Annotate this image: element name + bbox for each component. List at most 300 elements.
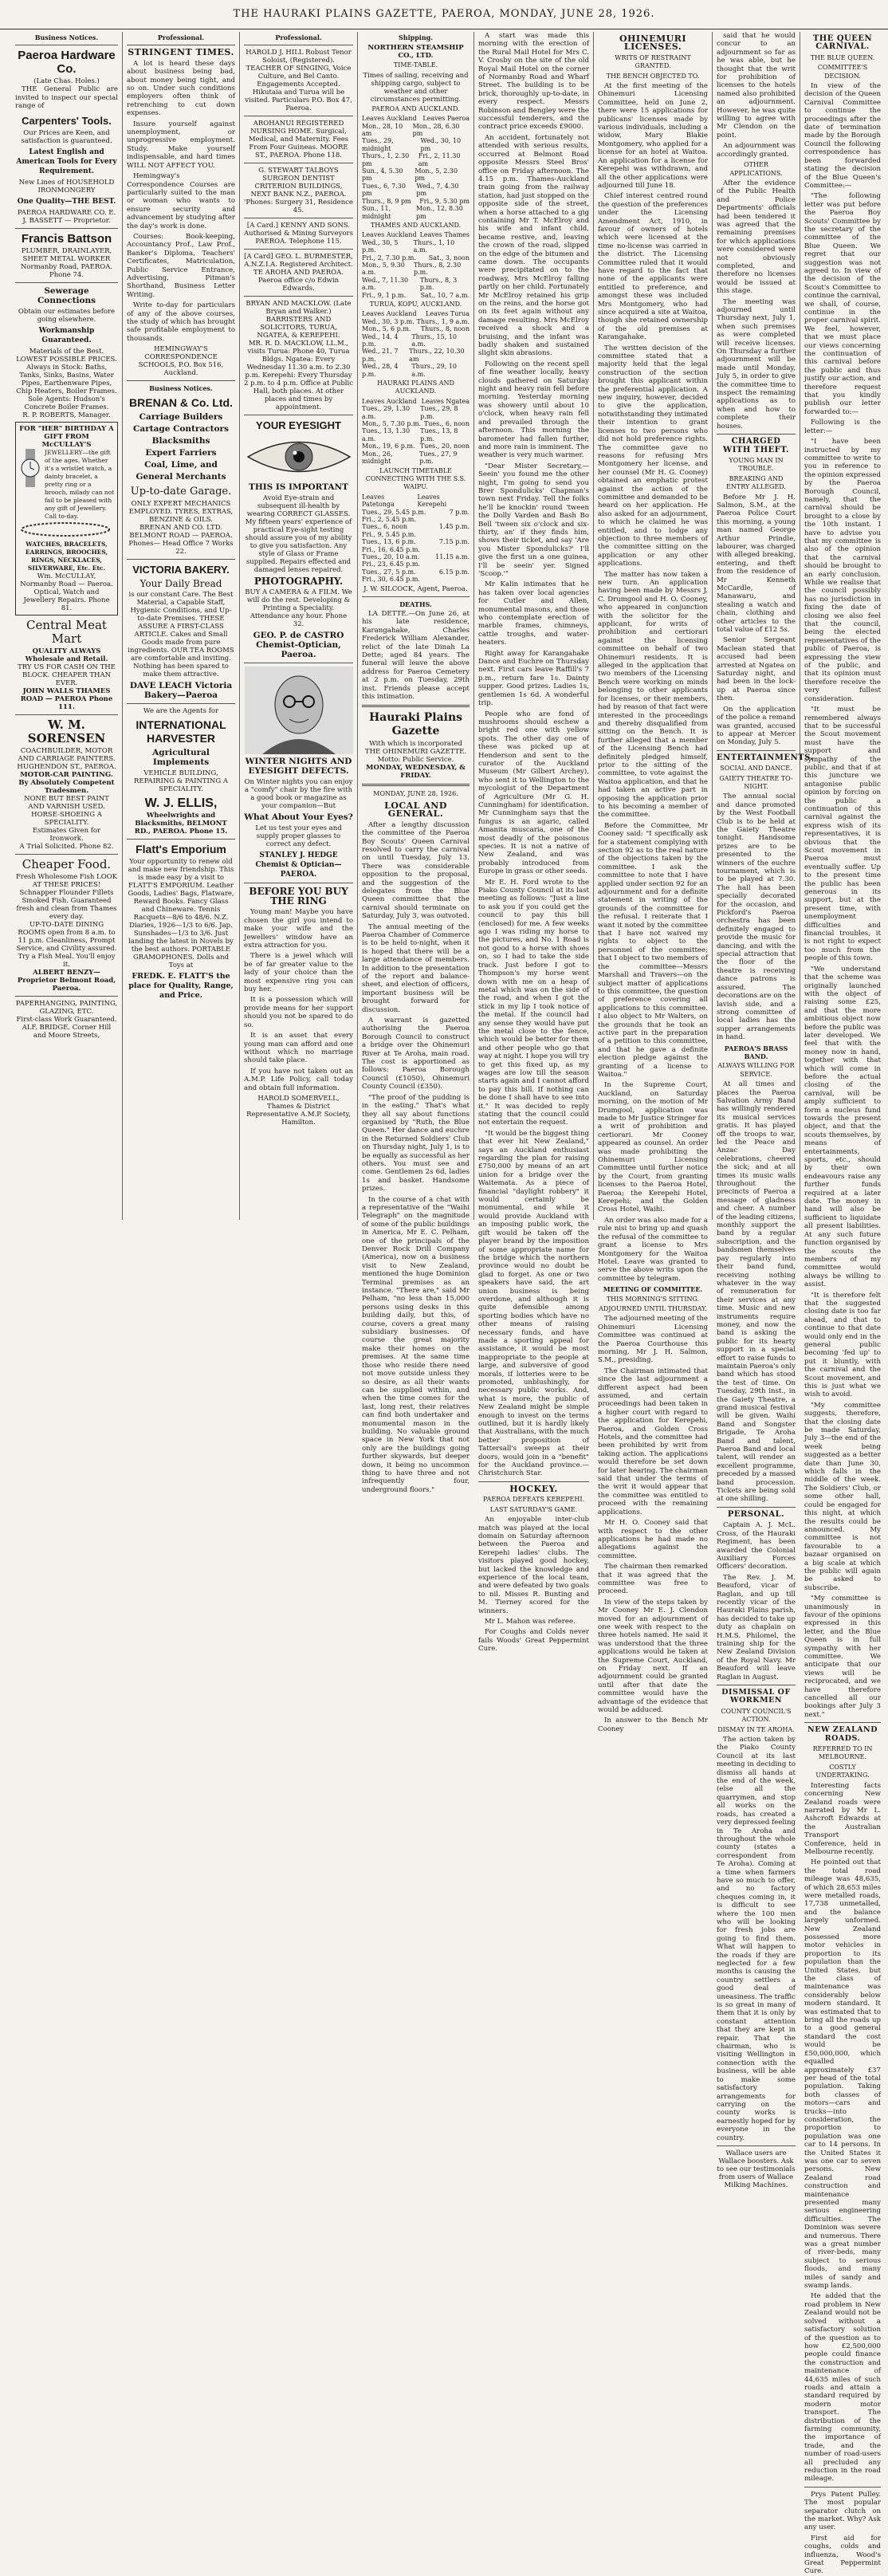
licenses-sub: WRITS OF RESTRAINT GRANTED. — [615, 53, 691, 70]
paragraph: Write to-day for particulars of any of the above courses, the study of which has brought safe profitable employment to thousands. — [127, 301, 235, 343]
deaths-title: DEATHS. — [399, 600, 432, 608]
ent-sub: SOCIAL AND DANCE. — [720, 765, 792, 773]
ad-body: Our Prices are Keen, and satisfaction is guaranteed. — [21, 128, 112, 145]
timetable-row — [362, 531, 470, 538]
paragraph: An enjoyable inter-club match was played at the local domain on Saturday afternoon between the Paeroa and Kerepehi ladies' clubs. The visitors played good hockey, but lacked the knowledge and experience of the local team, and were defeated by two goals to nil. Misses R. Bunting and M. Tierney scored for the winners. — [478, 1516, 589, 1615]
timetable-cell: Leaves Auckland — [362, 115, 417, 123]
paragraph: At the first meeting of the Ohinemuri Licensing Committee, held on June 2, there were 15 applications for publicans' licenses made by various individuals, including a widow, Mary Blakie Montgomery, who applied for a license for an hotel at Waitoa. An application for a license for Kerepehi was withdrawn, and all the other applications were adjourned till June 18. — [598, 82, 708, 190]
route-heading: PAEROA AND AUCKLAND. — [371, 104, 460, 112]
timetable-cell: Thurs., 8, 9 pm — [362, 197, 411, 205]
timetable-row — [362, 509, 470, 516]
eyesight-title: YOUR EYESIGHT — [256, 419, 341, 432]
timetable-cell: Fri., 9, 1 p.m. — [362, 291, 407, 299]
timetable-row — [362, 553, 470, 560]
timetable-row — [362, 516, 470, 523]
ad-body: JEWELLERY—the gift of the ages. Whether it's a wristlet watch, a dainty bracelet, a pretty ring or a brooch, milady can not fail to be pleased with any gift of Jewellery. Call to-day. — [45, 448, 115, 520]
brenan-line: Coal, Lime, and — [144, 459, 218, 470]
ad-sign: HEMINGWAY'S CORRESPONDENCE SCHOOLS, P.O. Box 516, Auckland. — [138, 345, 224, 378]
timetable-cell: Sun., 4, 5.30 pm — [362, 167, 403, 183]
paragraph: "It is therefore felt that the suggested closing date is too far ahead, and that to continue to that date would only end in the general public becoming 'fed up' to put it bluntly, with the carnival and the Scout movement, and this is just what we wish to avoid. — [804, 1291, 881, 1399]
timetable-cell: Tues., 13, 1.30 a.m. — [362, 427, 411, 442]
roads-sub: COSTLY UNDERTAKING. — [815, 1763, 870, 1780]
timetable-route1 — [362, 115, 470, 220]
timetable-cell: Fri., 9, 5.30 pm — [419, 197, 470, 205]
ellis-body: Wheelwrights and Blacksmiths, BELMONT RD., PAEROA. Phone 15. — [134, 811, 228, 836]
ad-bold: Workmanship Guaranteed. — [38, 326, 95, 344]
harvester-body: VEHICLE BUILDING, REPAIRING & PAINTING A SPECIALITY. — [134, 769, 228, 793]
paragraph: After the evidence of the Public Health and Police Departments' officials had been tendered it was agreed that the remaining premises for which applications were considered were not obviously completed, and therefore no licenses would be issued at this stage. — [717, 179, 796, 296]
paper-sub: With which is incorporated THE OHINEMURI GAZETTE. Motto: Public Service. — [364, 740, 467, 765]
ad-title: Francis Battson — [21, 231, 112, 246]
column-7 — [713, 32, 814, 2189]
timetable-row — [362, 523, 470, 530]
ad-body: Materials of the Best. LOWEST POSSIBLE PRICES. — [16, 347, 117, 364]
column-3 — [240, 32, 358, 1220]
timetable-route5 — [362, 494, 470, 584]
winter-question: What About Your Eyes? — [244, 812, 353, 823]
timetable-cell: 11.15 a.m. — [435, 553, 470, 560]
timetable-cell: Leaves Turua — [426, 310, 470, 318]
garage-title: Up-to-date Garage. — [130, 485, 232, 498]
timetable-row — [362, 318, 470, 325]
paragraph: It is an asset that every young man can afford and one without which no marriage should take place. — [244, 1032, 353, 1065]
paragraph: An accident, fortunately not attended with serious results, occurred at Belmont Road opposite Messrs Steel Bros' office on Friday afternoon. The 4.15 p.m. Thames-Auckland train going from the railway station, had just stopped on the opposite side of the street, when a horse attached to a gig containing Mr T. McElroy and his wife and infant child, became restive, and, leaving the crown of the road, slipped on the edge of the bitumen and came down. The occupants were precipitated on to the roadway, Mrs McElroy falling partly on her child. Fortunately Mr McElroy retained his grip on the reins, and the horse got on its feet again without any damage resulting. Mrs McElroy received a shock and a bruising, and the infant was badly shaken and sustained slight skin abrasions. — [478, 133, 589, 358]
winter-body: Let us test your eyes and supply proper glasses to correct any defect. — [255, 824, 342, 849]
paragraph: At all times and places the Paeroa Salvation Army Band has willingly rendered its musical services gratis. It has played off the troops to war, led the Peace and Anzac Day celebrations, cheered the sick; and at all times its music walls throughout the precincts of Paeroa a message of gladness and cheer. A number of the leading citizens, monthly support the band by a regular subscription, and the bandsmen themselves pay regularly into their band fund, receiving nothing whatever in the way of remuneration for their services at any time. Music and new instruments require money, and now the band is asking the public for its hearty support in a special effort to raise funds to maintain Paeroa's only band which has stood the test of time. On Tuesday, 29th inst., in the Gaiety Theatre, a grand musical festival will be given. Waihi Band and Songster Brigade, Te Aroha Band and talent, Paeroa Band and local talent, will render an excellent programme, preceded by a massed band procession. Tickets are being sold at one shilling. — [717, 1080, 796, 1504]
timetable-cell: Leaves Thames — [419, 231, 470, 239]
timetable-route2 — [362, 231, 470, 299]
harvester-title: INTERNATIONAL HARVESTER — [136, 718, 226, 745]
paragraph: He pointed out that the total road mileage was 48,635, of which 28,653 miles were metalled roads, 17,738 unmetalled, and the balance largely unformed. New Zealand possessed more motor vehicles in proportion to its population than the United States, but the class of maintenance was considerably below modern standard. It was estimated that to bring all the roads up to a good general standard the cost would be £50,000,000, which equalled approximately £37 per head of the total population. Taking both classes of motors—cars and trucks—into consideration, the proportion to population was one car to 14 persons. In the United States it was one car to seven persons. New Zealand road construction and maintenance presented many serious engineering difficulties. The Dominion was severe and numerous. There was a great number of river-beds, many subject to serious floods, and many miles of sandy and swamp lands. — [804, 1858, 881, 2291]
ad-title: W. M. SORENSEN — [27, 718, 106, 746]
paragraph: Mr L. Mahon was referee. — [485, 1617, 576, 1626]
timetable-cell: Mon., 5, 9.30 a.m. — [362, 261, 405, 277]
timetable-row — [362, 442, 470, 450]
brenan-title: BRENAN & Co. Ltd. — [129, 395, 233, 409]
bakery-sub: Your Daily Bread — [139, 577, 222, 589]
timetable-cell: Mon., 26, midnight — [362, 450, 393, 466]
timetable-row — [362, 167, 470, 183]
column-5 — [474, 32, 594, 1654]
theft-sub: BREAKING AND ENTRY ALLEGED. — [726, 474, 786, 491]
wristwatch-illustration — [18, 449, 42, 487]
paragraph: The matter has now taken a new turn. An application having been made by Messrs J. C. Drumgool and H. O. Cooney, who appeared in conjunction with the solicitor for the applicant, for writs of prohibition and certiorari against the licensing committee on behalf of two Ohinemuri residents. It is alleged in the application that two members of the Licensing Bench were working on minds belonging to other applicants for licenses, or their members, had by reason of that fact were interested in the proceedings and thereby disqualified from sitting on the Bench. It is further alleged that a member of the Licensing Bench had definitely pledged himself, prior to the sitting of the committee, to vote against the Waitoa application, and that he had taken an active part in opposing the application prior to his becoming a member of the committee. — [598, 570, 708, 820]
ad-body: First-class Work Guaranteed. — [16, 1016, 117, 1025]
timetable-cell: Tues., 27, 9 p.m. — [419, 450, 458, 466]
ad-title: Cheaper Food. — [22, 857, 112, 872]
paragraph: On the application of the police a remand was granted, accused to appear at Mercer on Monday, July 5. — [717, 705, 796, 747]
winter-title: WINTER NIGHTS AND EYESIGHT DEFECTS. — [245, 757, 352, 777]
paragraph: Senior Sergeant Maclean stated that accused had been arrested at Ngatea on Saturday night, and had been in the lock-up at Paeroa since then. — [717, 636, 796, 703]
timetable-row — [362, 538, 470, 545]
ad-title: FOR "HER" BIRTHDAY A GIFT FROM McCULLAY'S — [19, 424, 114, 449]
paragraph: The written decision of the committee stated that a majority held that the legal construction of the section brought this applicant within the preferential application. A new inquiry, however, decided to give the application, notwithstanding they intimated their intention to grant licenses to two persons who did not hold preference rights. The committee gave no reasons for refusing Mrs Montgomery her license, and her counsel (Mr H. G. Cooney) obtained an emphatic protest against the action of the committee and demanded to be heard on her application. He also asked for an adjournment, to which he claimed he was entitled, and to lodge any objection to three members of the committee sitting on the application or any other applications. — [598, 344, 708, 568]
paragraph: A warrant is gazetted authorising the Paeroa Borough Council to construct a bridge over the Ohinemuri River at Te Aroha, main road. The cost is apportioned as follows: Paeroa Borough Council (£1050), Ohinemuri County Council (£350). — [362, 1017, 470, 1091]
timetable-cell: Thurs., 1, 2.30 pm — [362, 152, 410, 167]
paragraph: "The following letter was put before the Paeroa Boy Scouts' Committee by the secretary of the committee of the Blue Queen. We regret that our suggestion was not agreed to. In view of the decision of the Scout's Committee to continue the carnival, we shall, of course, continue in the proper carnival spirit. We feel, however, that we must place our views concerning the continuation of this carnival before the public and thus justify our action, and therefore request that you kindly publish our letter forwarded to:— — [804, 192, 881, 416]
ad-body: TRY US FOR CASH ON THE BLOCK. CHEAPER THAN EVER. — [18, 663, 116, 688]
ent-title: ENTERTAINMENTS. — [717, 753, 814, 762]
timetable-cell: Thurs., 1, 9 a.m. — [416, 317, 470, 325]
timetable-cell: Tues., 13, 8 p.m. — [420, 427, 458, 442]
timetable-cell: 7.15 p.m. — [438, 538, 470, 546]
flatt-body: Your opportunity to renew old and make new friendship. This is made easy by a visit to FLATT'S EMPORIUM. Leather Goods, Ladies' Bags, Flatware, Reward Books. Fancy Glass and Chineware. Tennis Racquets—8/6 to 48/6. N.Z. Diaries, 1926—1/3 to 6/6. Jap. Sunshades—1/3 to 3/6. Just landing the latest in Novels by the best authors. PORTABLE GRAMOPHONES. Dolls and Toys at — [128, 857, 234, 969]
professional-card: AROHANUI REGISTERED NURSING HOME. Surgical, Medical, and Maternity. Fees From Four Guineas. MOORE ST., PAEROA. Phone 118. — [248, 120, 349, 160]
ad-body: A Trial Solicited. Phone 82. — [19, 843, 114, 851]
timetable-cell: Mon., 28, 6.30 pm — [412, 122, 460, 138]
ad-title: Paeroa Hardware Co. — [18, 49, 116, 77]
band-title: PAEROA'S BRASS BAND. — [724, 1044, 788, 1060]
bakery-title: VICTORIA BAKERY. — [132, 563, 230, 576]
timetable-cell: Fri., 23, 6.45 p.m. — [362, 560, 420, 568]
route-heading: HAURAKI PLAINS AND AUCKLAND. — [377, 380, 454, 395]
ad-body: NONE BUT BEST PAINT AND VARNISH USED. — [24, 795, 109, 812]
ad-body: QUALITY ALWAYS Wholesale and Retail. — [25, 647, 108, 664]
ad-sign: ALBERT BENZY—Proprietor Belmont Road, Paeroa. — [17, 969, 116, 993]
section-heading: Professional. — [157, 33, 205, 41]
ad-sign: ALF. BRIDGE. Corner Hill and Moore Streets, — [22, 1024, 112, 1040]
ad-body: PLUMBER, DRAINLAYER, SHEET METAL WORKER — [21, 246, 112, 263]
timetable-cell: Leaves Ngatea — [421, 397, 470, 405]
timetable-cell: Tues., 6, noon — [362, 523, 408, 531]
paragraph: "My committee suggests, therefore, that the closing date be made Saturday, July 3—the end of the week being suggested as a better date than June 30, which falls in the middle of the week. The Soldiers' Club, or some other hall, could be engaged for this night, at which the results could be announced. My committee is not favourable to a bazaar organised on a big scale at which the public will again be asked to subscribe. — [804, 1401, 881, 1592]
paragraph: A lot is heard these days about business being bad, about money being tight, and so on. Under such conditions employers often think of retrenching to cut down expenses. — [127, 59, 235, 118]
timetable-row — [362, 123, 470, 138]
timetable-row — [362, 231, 470, 238]
ad-body: WATCHES, BRACELETS, EARRINGS, BROOCHES, RINGS, NECKLACES, SILVERWARE, Etc. Etc. — [25, 541, 108, 572]
timetable-row — [362, 239, 470, 254]
section-heading: Professional. — [275, 33, 322, 41]
paragraph: "I have been instructed by my committee to write to you in reference to the opinion expressed by the Paeroa Borough Council, namely, that the carnival should be brought to a close by the 10th instant. I have to advise you that my committee is also of the opinion that the carnival should be brought to an early conclusion. While we realise that the council possibly has no jurisdiction in fixing the date of closing we also feel that the council, being the elected representatives of the public of Paeroa, is expressing the view of the public, and that its opinion must therefore receive the very fullest consideration. — [804, 438, 881, 703]
mccullay-ad — [15, 422, 118, 615]
paragraph: Courses: Book-keeping, Accountancy Prof., Law Prof., Banker's Diploma, Teachers' Certificates, Matriculation, Public Service Entrance, Advertising, Pitman's Shorthand, Business Letter Writing. — [127, 232, 235, 299]
paragraph: The annual social and dance promoted by the West Football Club is to be held at the Gaiety Theatre tonight. Handsome prizes are to be presented to the winners of the euchre tournament, which is to be played at 7.30. The hall has been specially decorated for the occasion, and Pickford's Paeroa orchestra has been definitely engaged to provide the music for dancing, and with the special attraction that the floor of the theatre is receiving dance patrons is assured. The decorations are on the lavish side, and a strong committee of local ladies has the supper arrangements in hand. — [717, 792, 796, 1042]
timetable-row — [362, 325, 470, 332]
paragraph: The annual meeting of the Paeroa Chamber of Commerce is to be held to-night, when it is hoped that there will be a large attendance of members. In addition to the presentation of the report and balance-sheet, and election of officers, important business will be brought forward for discussion. — [362, 922, 470, 1014]
timetable-cell: Leaves Kerepehi — [417, 493, 447, 509]
bracelet-illustration — [18, 521, 112, 538]
timetable-cell: Wed., 28, 4 p.m. — [362, 363, 399, 378]
timetable-cell: Fri., 16, 6.45 p.m. — [362, 545, 420, 553]
timetable-cell: Tues., 29, 8 p.m. — [420, 405, 458, 420]
ad-title: Central Meat Mart — [26, 618, 107, 647]
timetable-cell: Thurs., 15, 10 a.m. — [411, 332, 457, 348]
ad-body: HORSE-SHOEING A SPECIALITY. — [31, 811, 102, 828]
timetable-cell: Thurs., 29, 10 a.m. — [411, 363, 457, 378]
brenan-line: Blacksmiths — [151, 435, 210, 446]
personal-title: PERSONAL. — [727, 1509, 785, 1519]
eyesight-body: Avoid Eye-strain and subsequent ill-health by wearing CORRECT GLASSES. My fifteen years' experience of practical Eye-sight testing should assure you of my ability to give you satisfaction. Any style of Glass or Frame supplied. Repairs effected and damaged lenses repaired. — [245, 494, 352, 575]
paragraph: For Coughs and Colds never fails Woods' Great Peppermint Cure. — [478, 1628, 589, 1654]
ad-body: UP-TO-DATE DINING ROOMS open from 8 a.m. to 11 p.m. Cleanliness, Prompt Service, and Civility assured. Try a Fish Meal. You'll enjoy it. — [16, 921, 117, 969]
columns — [11, 32, 885, 2576]
paper-title: Hauraki Plains Gazette — [368, 711, 463, 738]
carnival-sub: COMMITTEE'S DECISION. — [817, 64, 868, 80]
timetable-cell: Mon., 12, 8.30 pm — [415, 205, 463, 220]
pulley-ad: Prys Patent Pulley. The most popular separator clutch on the market. Why? Ask any user. — [804, 2490, 881, 2532]
column-2 — [123, 32, 240, 1220]
carnival-title: THE QUEEN CARNIVAL. — [812, 34, 873, 52]
timetable-cell: Mon., 5, 6 p.m. — [362, 325, 411, 333]
flatt-sign: FREDK. E. FLATT'S the place for Quality, Range, and Price. — [128, 971, 234, 1000]
timetable-row — [362, 292, 470, 299]
timetable-row — [362, 205, 470, 220]
timetable-row — [362, 420, 470, 427]
paragraph: It is a possession which will provide means for her support should you not be spared to do so. — [244, 996, 353, 1029]
paragraph: Right away for Karangahake Dance and Euchre on Thursday next. First cars leave Raffill's 7 p.m., return fare 1s. Dainty supper. Good prizes. Ladies 1s, gentlemen 1s 6d. A wonderful trip. — [478, 649, 589, 708]
paper-days: MONDAY, WEDNESDAY, & FRIDAY. — [366, 764, 466, 781]
shipping-agent: J. W. SILCOCK, Agent, Paeroa. — [363, 584, 468, 593]
winter-sign: STANLEY J. HEDGE Chemist & Optician—PAEROA. — [255, 851, 342, 879]
paragraph: Before the Committee, Mr Cooney said: "I specifically ask for a statement complying with section 92 as to the real nature of the objections taken by the committee. I ask the committee to note that I have applied under section 92 for an adjournment and for a definite statement in writing of the grounds of the committee for the refusal. I reiterate that I want it noted by the committee that I have not waived my rights to object to the personnel of the committee; that I object to two members of the committee—Messrs Marshall and Travers—on the subject matter of applications to this committee, the question of preference covering all applications to this committee. I also object to Mr Walters, on the grounds that he took an active part in the preparation of a petition to this committee, and that he gave a definite election pledge against the granting of a license to Waitoa." — [598, 821, 708, 1079]
ad-sign: R. P. ROBERTS, Manager. — [22, 411, 111, 419]
timetable-row — [362, 115, 470, 122]
paragraph: In the Supreme Court, Auckland, on Saturday morning, on the motion of Mr Drumgool, application was made to Mr Justice Stringer for a writ of prohibition and certiorari. Mr Cooney appeared as counsel. An order was made prohibiting the Ohinemuri Licensing Committee until further notice by the Court, from granting licenses to the Paeroa Hotel, Paeroa; the Kerepehi Hotel, Kerepehi; and the Golden Cross Hotel, Waihi. — [598, 1081, 708, 1214]
licenses-title: OHINEMURI LICENSES. — [619, 33, 687, 53]
professional-card: [A Card.] KENNY AND SONS. Authorised & Mining Surveyors PAEROA. Telephone 115. — [244, 222, 353, 246]
paragraph: After a lengthy discussion the committee of the Paeroa Boy Scouts' Queen Carnival resolved to carry the carnival on until Tuesday, July 13. There was considerable opposition to the proposal, and the suggestion of the delegates from the Blue Queen committee that the carnival should terminate on Saturday, July 3, was outvoted. — [362, 820, 470, 921]
brenan-line: Expert Farriers — [145, 447, 217, 458]
paragraph: In the course of a chat with a representative of the "Waihi Telegraph" on the magnitude of some of the public buildings in America, Mr E. C. Pelham, one of the principals of the Denver Rock Drill Company (America), now on a business visit to New Zealand, mentioned the huge Dominion Terminal premises as an instance. "There are," said Mr Pelham, "no less than 15,000 persons using desks in this building daily, but this, of course, covers a great many subsidiary businesses. Of course the great majority make their homes on the premises. At the same time those who reside there need not move outside unless they so desire, as all their wants can be supplied within, and when the time comes for the last, long rest, their relatives can find both undertaker and monumental mason in the building. No valuable ground space in New York that not only are the buildings going further skywards, but deeper down, it being no uncommon thing to have three and not infrequently four, underground floors." — [362, 1195, 470, 1494]
route-heading: TURUA, KOPU, AUCKLAND. — [369, 300, 462, 308]
timetable-cell: Thurs., 8, noon — [420, 325, 470, 333]
timetable-cell: Tues., 6, 7.30 pm — [362, 182, 406, 198]
paragraph: Following is the letter:— — [804, 419, 881, 435]
eye-illustration — [245, 434, 353, 480]
timetable-cell: Tues., 6, noon — [423, 420, 470, 428]
timetable-cell: Wed., 21, 7 p.m. — [362, 348, 399, 363]
timetable-intro: Times of sailing, receiving and shipping cargo, subject to weather and other circumstances permitting. — [363, 71, 469, 104]
section-heading: Business Notices. — [149, 384, 213, 393]
timetable-cell: Fri., 2, 7.30 p.m. — [362, 254, 416, 262]
paragraph: Chief interest centred round the question of the preferences under the Licensing Amendment Act, 1910, in favour of owners of hotels which were licensed at the time no-license was carried in the district. The Licensing Committee ruled that it would have regard to the fact that none of the applicants were entitled to preference, and amongst these was included Mrs Montgomery, who had since acquired a site at Waitoa, though she retained ownership of the old premises at Karangahake. — [598, 192, 708, 342]
timetable-cell: Mon., 28, 10 am — [362, 122, 403, 138]
dismiss-sub: COUNTY COUNCIL'S ACTION. — [721, 1707, 792, 1724]
ad-sign: PAEROA HARDWARE CO. E. J. BASSETT — Proprietor. — [17, 208, 116, 225]
paragraph: In answer to the Bench Mr Cooney — [598, 1717, 708, 1733]
timetable-row — [362, 450, 470, 466]
ad-body: MOTOR-CAR PAINTING. By Absolutely Competent Tradesmen. — [18, 771, 115, 796]
brenan-line: Cartage Contractors — [133, 423, 229, 434]
paragraph: Mr H. O. Cooney said that with respect to the other applications he had made no allegations against the committee. — [598, 1519, 708, 1560]
timetable-cell: Thurs., 1, 10 a.m. — [413, 238, 455, 254]
paragraph: In view of the decision of the Queen Carnival Committee to continue the proceedings after the date of termination made by the Borough Council the following correspondence has been forwarded stating the decision of the Blue Queen's Committee:— — [804, 82, 881, 190]
photo-title: PHOTOGRAPHY. — [253, 576, 344, 588]
meeting-sub: THIS MORNING'S SITTING. — [606, 1295, 700, 1303]
paragraph: An adjournment was accordingly granted. — [717, 142, 796, 159]
timetable-cell: Thurs., 22, 10.30 am — [409, 348, 465, 363]
paragraph: "It would be the biggest thing that ever hit New Zealand," says an Auckland enthusiast regarding the plan for raising £750,000 by means of an art union for a bridge over the Waitemata. As a piece of financial "daylight robbery" it would certainly be monumental, and while it would provide Auckland with an imposing public work, the gift would be taken off the player brand by the imposition of some appropriate name for the bridge which the northern province would no doubt be glad to forget. As one or two speakers have said, the art union business is being overdone, and although it is quite defensible among sporting bodies which have no other means of raising necessary funds, and have made a sporting appeal for assistance, it would be most inappropriate to the people at large, and subversive of good morals, if lotteries were to be promoted, unblushingly, for necessary public works. And, what is more, the public of New Zealand might be simple enough to invest on the terms outlined, but it is hardly likely that Australians, with the much better proposition of Tattersall's sweeps at their doors, would join in a "benefit" for the Auckland province.—Christchurch Star. — [478, 1129, 589, 1478]
ad-line: One Quality—THE BEST. — [17, 197, 116, 206]
paragraph: Mr Kalin intimates that he has taken over local agencies for Cutler and Allen, monumental masons, and those who contemplate erection of marble frames, chimneys, cattle troughs, and water-heaters. — [478, 580, 589, 647]
timetable-row — [362, 494, 470, 509]
timetable-cell: Leaves Auckland — [362, 310, 417, 318]
paragraph: An order was also made for a rule nisi to bring up and quash the refusal of the committee to grant a license to Mrs Montgomery for the Waitoa Hotel. Leave was granted to serve the above writs upon the committee by telegram. — [598, 1216, 708, 1283]
peppermint-ad: First aid for coughs, colds and influenza, Wood's Great Peppermint Cure. — [804, 2534, 881, 2576]
paragraph: Mr E. H. Ford wrote to the Piako County Council at its last meeting as follows: "Just a line to ask you if you could get the council to pay this bill (enclosed) for me. A few weeks ago I was riding my horse to the pictures, and No. 1 Road is not good to a horse with shoes on, so I had to take the side track. Just before I got to Thompson's my horse went down with me on a heap of metal which was on the side of the road, and when I got the stick in my lip I took notice of the metal. If the council had any sense they would have put the metal close to the fence, which would be better for them and other people who go that way at night. I hope you will try to get this fixed up, as my wages are low till the season starts again and I cannot afford to pay this bill. If nothing can be done I shall have to see into it." It was decided to reply stating that the council could not entertain the request. — [478, 878, 589, 1127]
ad-addr: Normanby Road, PAEROA. Phone 74. — [20, 262, 113, 279]
paragraph: "It must be remembered always that to be successful the Scout movement must have the support and sympathy of the public, and that if at this juncture we antagonise public opinion by forcing on the public a continuation of this carnival against the express wish of its representatives, it is obvious that the Scout movement in Paeroa must eventually suffer. Up to the present time the public has been generous in its support, but at the present time, with unemployment difficulties and financial troubles, it is not right to expect too much from the people of this town. — [804, 706, 881, 963]
theft-sub: YOUNG MAN IN TROUBLE. — [729, 456, 784, 473]
winter-body: On Winter nights you can enjoy a "comfy" chair by the fire with a good book or magazine as your companion—But — [244, 778, 353, 811]
timetable-cell: Fri., 9, 5.45 p.m. — [362, 530, 416, 538]
dismiss-sub: DISMAY IN TE AROHA. — [717, 1725, 795, 1733]
section-heading: Business Notices. — [34, 33, 99, 41]
licenses-sub: THE BENCH OBJECTED TO. — [606, 72, 700, 80]
ad-body: PAPERHANGING, PAINTING, GLAZING, ETC. — [15, 1000, 118, 1017]
column-4 — [358, 32, 474, 1494]
date-line: MONDAY, JUNE 28, 1926. — [373, 790, 458, 798]
ad-body: Sole Agents: Hudson's Concrete Boiler Frames. — [24, 395, 109, 411]
route-heading: LAUNCH TIMETABLE CONNECTING WITH THE S.S. WAIPU. — [365, 466, 466, 491]
timetable-cell: Wed., 30, 3 p.m. — [362, 317, 415, 325]
paragraph: The chairman then remarked that it was agreed that the committee was free to proceed. — [598, 1563, 708, 1596]
timetable-cell: Leaves Auckland — [362, 397, 417, 405]
paragraph: He added that the road problem in New Zealand would not be solved without a satisfactory solution of the question as to how £2,500,000 people could finance the construction and maintenance of 44,635 miles of such roads and attain a standard required by modern motor transport. The distribution of the farming community, the importance of trade, and the number of road-users all precluded any reduction in the road mileage. — [804, 2292, 881, 2484]
dismiss-title: DISMISSAL OF WORKMEN — [721, 1688, 791, 1705]
timetable-cell: Tues., 29, midnight — [362, 137, 394, 152]
carnival-sub: THE BLUE QUEEN. — [810, 53, 875, 61]
timetable-cell: Tues., 13, 6 p.m. — [362, 538, 416, 546]
ad-body: New Lines of HOUSEHOLD IRONMONGERY — [18, 178, 115, 195]
timetable-row — [362, 405, 470, 420]
paragraph: said that he would concur to an adjournment so far as he was able, but he thought that the writ for prohibition of licenses to the hotels named also prohibited an adjournment. However, he was quite willing to agree with Mr Clendon on the point. — [717, 32, 796, 140]
paragraph: A start was made this morning with the erection of the Rural Mail Hotel for Mrs C. V. Crosby on the site of the old Royal Mail Hotel on the corner of Normanby Road and Wharf Street. The building is to be brick, thoroughly up-to-date, in every respect. Messrs Robinson and Bengley were the successful tenderers, and the contract price exceeds £9000. — [478, 32, 589, 132]
timetable-cell: Wed., 14, 4 p.m. — [362, 332, 399, 348]
paragraph: The action taken by the Piako County Council at its last meeting in deciding to dismiss all hands at the end of the week, (else all the quarrymen, and stop all works on the roads, has created a very depressed feeling in Te Aroha and throughout the whole county (states a correspondent from Te Aroha). Coming at a time when farmers have so much to offer, and no factory cheques coming in, it is difficult to see where the 100 men who will be looking for fresh jobs are going to find them. What will happen to the roads if they are neglected for a few months is causing the country settlers a good deal of uneasiness. The traffic is so great in many of them that it is only by constant attention that they are kept in repair. That the chairman, who is visiting Wellington in connection with the business, will be able to make some satisfactory arrangements for carrying on the county works is earnestly hoped for by everyone in the country. — [717, 1736, 796, 2142]
paragraph: The meeting was adjourned until Thursday next, July 1, when such premises as were completed will receive licenses. On Thursday a further adjournment will be made until Monday, July 5, in order to give the committee time to inspect the remaining applications as to when and how to complete their houses. — [717, 297, 796, 431]
timetable-cell: Wed., 7, 4.30 pm — [416, 182, 459, 198]
timetable-cell: Tues., 20, noon — [419, 442, 470, 450]
local-title: LOCAL AND GENERAL. — [384, 800, 447, 820]
timetable-cell: Wed., 7, 11.30 a.m. — [362, 276, 409, 292]
column-8 — [800, 32, 885, 2576]
timetable-cell: Mon., 19, 6 p.m. — [362, 442, 415, 450]
meeting-sub: ADJOURNED UNTIL THURSDAY. — [599, 1304, 707, 1312]
flatt-title: Flatt's Emporium — [136, 842, 226, 855]
deaths-notice: LA DETTE.—On June 26, at his late residence, Karangahake, Charles Frederick William Alexander, relict of the late Dinah La Dette; aged 84 years. The funeral will leave the above address for Paeroa Cemetery at 2 p.m. on Tuesday, 29th inst. Friends please accept this intimation. — [362, 610, 470, 702]
professional-card: G. STEWART TALBOYS SURGEON DENTIST CRITERION BUILDINGS, NEXT BANK N.Z., PAEROA. 'Phones: Surgery 31, Residence 45. — [244, 167, 353, 215]
paragraph: If you have not taken out an A.M.P. Life Policy, call today and obtain full information. — [244, 1067, 353, 1092]
timetable-route3 — [362, 310, 470, 378]
timetable-cell: Mon., 5, 2.30 pm — [415, 167, 458, 183]
ad-body: Obtain our estimates before going elsewhere. — [18, 307, 116, 324]
bakery-body: is our constant Care. The Best Material, a Capable Staff, Hygienic Conditions, and Up-to-date Premises. THESE ASSURE A FIRST-CLASS ARTICLE. Cakes and Small Goods made from pure ingredients. OUR TEA ROOMS are comfortable and inviting. Nothing has been spared to make them attractive. — [128, 590, 234, 678]
brenan-line: General Merchants — [136, 471, 226, 482]
hockey-title: HOCKEY. — [509, 1483, 558, 1494]
garage-sign: BRENAN AND CO. LTD. BELMONT ROAD — PAEROA. Phones— Head Office 7 Works 22. — [128, 523, 234, 556]
ad-bold: Latest English and American Tools for Every Requirement. — [16, 147, 117, 175]
eyesight-head: THIS IS IMPORTANT — [249, 482, 348, 493]
timetable-row — [362, 333, 470, 348]
timetable-cell: Leaves Auckland — [362, 231, 417, 239]
paragraph: In view of the steps taken by Mr Cooney Mr E. J. Clendon moved for an adjournment of one week with respect to the three hotels named. He said it was understood that the three applications would be taken at the Supreme Court, Auckland, on Friday next. If an adjournment could be granted until after that date the committee would have the advantage of the evidence that would be adduced. — [598, 1598, 708, 1715]
ad-body: Always in Stock: Baths, Tanks, Sinks, Basins, Water Pipes, Earthenware Pipes, Chip Heaters, Boiler Frames. — [16, 363, 117, 395]
paragraph: Before Mr J. H. Salmon, S.M., at the Paeroa Police Court this morning, a young man named George Arthur Prindle, labourer, was charged with alleged breaking, entering, and theft from the residence of Mr Kenneth McCardle, of Manawaru, and stealing a watch and chain, clothing and other articles to the total value of £12 5s. — [717, 493, 796, 635]
paragraph: The Rev. J. M. Beauford, vicar of Raglan, and up till recently vicar of the Hauraki Plains parish, has decided to take up duty as chaplain on H.M.S. Philomel, the training ship for the New Zealand Division of the Royal Navy. Mr Beauford will leave Raglan in August. — [717, 1573, 796, 1681]
other-title: OTHER APPLICATIONS. — [729, 161, 783, 177]
harvester-sub: Agricultural Implements — [152, 747, 210, 767]
timetable-cell: 6.15 p.m. — [438, 568, 470, 576]
route-heading: THAMES AND AUCKLAND. — [370, 221, 462, 229]
professional-card: HAROLD J. HILL Robust Tenor Soloist, (Registered). TEACHER OF SINGING, Voice Culture, and Bel Canto. Engagements Accepted. Hikutaia and Turua will be visited. Particulars P.O. Box 47, Paeroa. — [245, 49, 352, 113]
timetable-row — [362, 546, 470, 553]
timetable-cell: Sat., 10, 7 a.m. — [420, 291, 470, 299]
paragraph: People who are fond of mushrooms should eschew a bright red one with yellow spots. The other day one of these was picked up at Henderson and sent to the curator of the Auckland Museum (Mr Gilbert Archey), who sent it to Wellington to the mycologist of the Department of Agriculture (Mr G. H. Cunningham) for identification. Mr Cunningham says that the fungus is an agaric, called Amanita muscaria, one of the most deadly of the poisonous species. It is not a native of New Zealand, and was probably introduced from Europe in grass or other seeds. — [478, 710, 589, 876]
timetable-row — [362, 398, 470, 405]
timetable-cell: Fri., 2, 5.45 p.m. — [362, 515, 416, 523]
stringent-title: STRINGENT TIMES. — [128, 47, 234, 58]
ad-sign: Wm. McCULLAY, Normanby Road — Paeroa. Optical, Watch and Jewellery Repairs. Phone 81. — [20, 572, 113, 613]
timetable-cell: Thurs., 8, 2.30 p.m. — [413, 261, 462, 277]
professional-card: BRYAN AND MACKLOW. (Late Bryan and Walker.) BARRISTERS AND SOLICITORS, TURUA, NGATEA, & KEREPEHI. — [246, 300, 352, 340]
ad-body: Fresh Wholesome Fish LOOK AT THESE PRICES! Schnapper Flounder Fillets Smoked Fish. Guaranteed fresh and clean from Thames every day. — [16, 873, 117, 922]
timetable-cell: Thurs., 8, 3 p.m. — [419, 276, 458, 292]
timetable-heading: TIME-TABLE. — [393, 61, 438, 69]
timetable-row — [362, 363, 470, 378]
masthead: THE HAURAKI PLAINS GAZETTE, PAEROA, MONDAY, JUNE 28, 1926. — [0, 0, 888, 29]
ad-body: THE General Public are invited to inspect our special range of — [15, 85, 118, 111]
professional-card: MR. R. D. MACKLOW, LL.M., visits Turua: Phone 40, Turua Bldgs. Ngatea: Every Wednesday 11.30 a.m. to 2.30 p.m. Kerepehi: Every Thursday 2 p.m. to 4 p.m. Office at Public Hall, both places. At other places and times by appointment. — [244, 340, 353, 412]
timetable-cell: 1.45 p.m. — [438, 523, 470, 531]
garage-lines: ONLY EXPERT MECHANICS EMPLOYED. TYRES, EXTRAS, BENZINE & OILS. — [128, 499, 234, 524]
timetable-cell: Tues., 20, 10 a.m. — [362, 553, 420, 560]
ent-sub: GAIETY THEATRE TO-NIGHT. — [719, 774, 793, 790]
column-1 — [11, 32, 123, 1220]
timetable-row — [362, 427, 470, 442]
timetable-row — [362, 262, 470, 277]
timetable-cell: Wed., 30, 10 pm — [420, 137, 462, 152]
timetable-cell: Fri., 30, 6.45 p.m. — [362, 576, 420, 584]
wallace-ad: Wallace users are Wallace boosters. Ask to see our testimonials from users of Wallace Milking Machines. — [717, 2149, 796, 2189]
ad-body: COACHBUILDER, MOTOR AND CARRIAGE PAINTERS. HUGHENDON ST., PAEROA. — [17, 747, 116, 772]
ad-title: Sewerage Connections — [37, 285, 96, 305]
timetable-row — [362, 198, 470, 205]
paragraph: Young man! Maybe you have chosen the girl you intend to make your wife and the Jewellers' window have an extra attraction for you. — [244, 908, 353, 950]
timetable-row — [362, 152, 470, 167]
timetable-cell: Tues., 29, 1.30 a.m. — [362, 405, 411, 420]
paragraph: There is a jewel which will be of far greater value to the lady of your choice than the most expensive ring you can buy her. — [244, 952, 353, 994]
timetable-row — [362, 254, 470, 262]
ring-title: BEFORE YOU BUY THE RING — [249, 886, 348, 907]
bakery-sign: DAVE LEACH Victoria Bakery—Paeroa — [129, 680, 233, 700]
timetable-row — [362, 560, 470, 568]
ring-sign: HAROLD SOMERVELL, Thames & District Representative A.M.P. Society, Hamilton. — [246, 1094, 351, 1127]
timetable-row — [362, 568, 470, 576]
timetable-cell: 7 p.m. — [449, 508, 470, 516]
timetable-row — [362, 348, 470, 363]
timetable-cell: Leaves Patetonga — [362, 493, 395, 509]
theft-title: CHARGED WITH THEFT. — [722, 437, 790, 454]
professional-card: [A Card] GEO. L. BURMESTER, A.N.Z.I.A. Registered Architect. TE AROHA AND PAEROA. Paeroa office c/o Edwin Edwards. — [244, 253, 353, 293]
hockey-sub: LAST SATURDAY'S GAME. — [489, 1505, 578, 1513]
timetable-row — [362, 576, 470, 583]
timetable-cell: Sun., 11, midnight — [362, 205, 391, 220]
shipping-company: NORTHERN STEAMSHIP CO., LTD. — [367, 44, 464, 61]
photo-sign: GEO. P. de CASTRO Chemist-Optician, Paeroa. — [253, 631, 344, 660]
photo-body: BUY A CAMERA & A FILM. We will do the rest. Developing & Printing a Speciality. Attendance any hour. Phone 32. — [245, 588, 352, 629]
paragraph: Hemingway's Correspondence Courses are particularly suited to the man or woman who wants to ensure security and advancement by studying after the day's work is done. — [127, 172, 235, 230]
timetable-cell: Mon., 5, 7.30 p.m. — [362, 420, 422, 428]
hockey-sub: PAEROA DEFEATS KEREPEHI. — [482, 1496, 585, 1504]
ad-feature: Carpenters' Tools. — [22, 114, 112, 127]
ad-sub: (Late Chas. Holes.) — [33, 77, 100, 86]
man-portrait-illustration — [245, 667, 353, 754]
section-heading: Shipping. — [398, 33, 434, 41]
timetable-cell: Leaves Paeroa — [422, 115, 470, 123]
ad-sign: JOHN WALLS THAMES ROAD — PAEROA Phone 111. — [20, 687, 113, 712]
timetable-cell: Sat., 3, noon — [428, 254, 470, 262]
